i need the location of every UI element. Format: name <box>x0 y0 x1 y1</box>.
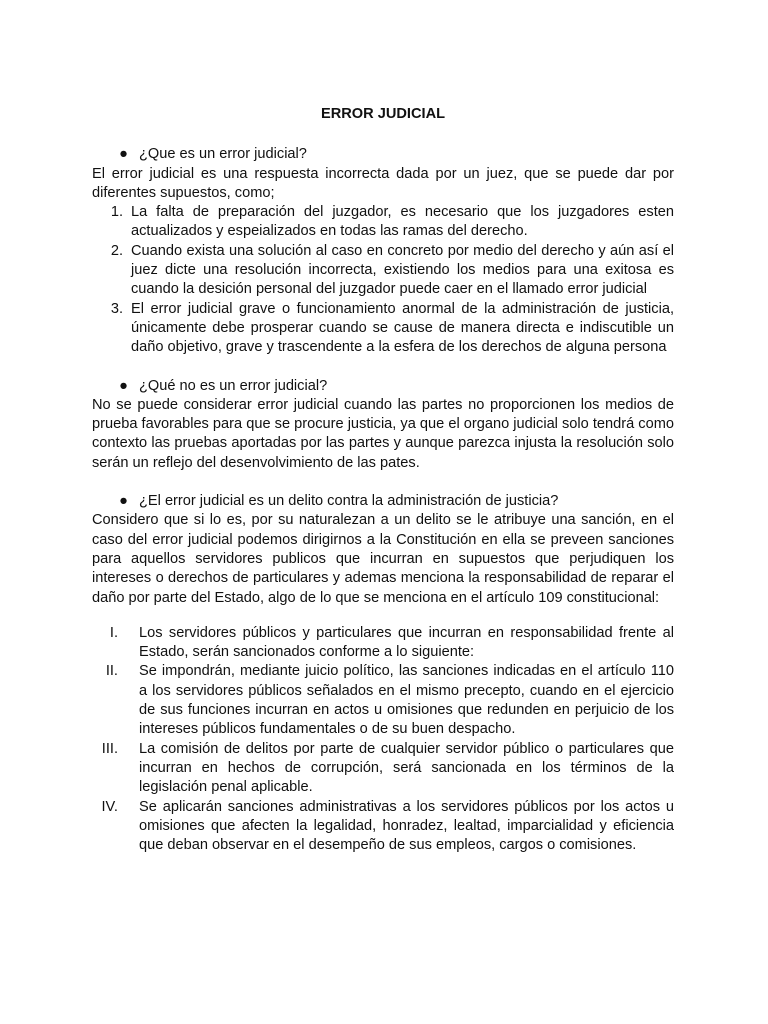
answer-paragraph-1: El error judicial es una respuesta incorrecta dada por un juez, que se puede dar por diferentes supuestos, como; <box>92 165 674 201</box>
list-item-text: El error judicial grave o funcionamiento anormal de la administración de justicia, únicamente debe prosperar cuando se cause de manera directa e indiscutible un daño objetivo, grave y trascendente a la esfera de los derechos de alguna persona <box>131 300 674 356</box>
answer-paragraph-3: Considero que si lo es, por su naturalezan a un delito se le atribuye una sanción, en el caso del error judicial podemos dirigirnos a la Constitución en ella se preveen sanciones para aquellos servidores publicos que incurran en supuestos que perjudiquen los intereses o derechos de particulares y ademas menciona la responsabilidad de reparar el daño por parte del Estado, algo de lo que se menciona en el artículo 109 constitucional: <box>92 512 674 606</box>
list-marker: 3. <box>110 300 123 317</box>
bullet-icon: ● <box>119 377 128 394</box>
answer-paragraph-2: No se puede considerar error judicial cuando las partes no proporcionen los medios de prueba favorables para que se procure justicia, ya que el organo judicial solo tendrá como contexto las pruebas aportadas por las partes y aunque parezca injusta la resolución solo serán un reflejo del desenvolvimiento de las pates. <box>92 396 674 471</box>
document-title: ERROR JUDICIAL <box>320 106 446 122</box>
question-text: ¿Que es un error judicial? <box>139 146 307 163</box>
list-marker: 1. <box>110 204 123 221</box>
list-item-text: Los servidores públicos y particulares que incurran en responsabilidad frente al Estado, serán sancionados conforme a lo siguiente: <box>139 624 674 661</box>
list-item-text: Se aplicarán sanciones administrativas a los servidores públicos por los actos u omisiones que afecten la legalidad, honradez, lealtad, imparcialidad y eficiencia que deban observar en el desempeño de sus empleos, cargos o comisiones. <box>139 798 674 854</box>
spacer <box>92 358 674 377</box>
roman-list-item <box>92 740 674 798</box>
question-3 <box>92 492 674 511</box>
document-body <box>92 105 674 855</box>
list-item <box>92 300 674 358</box>
bullet-icon: ● <box>119 493 128 510</box>
list-marker: II. <box>105 663 118 680</box>
list-item <box>92 203 674 242</box>
list-marker: I. <box>109 624 118 641</box>
list-item <box>92 242 674 300</box>
question-2 <box>92 377 674 396</box>
list-marker: III. <box>101 740 118 757</box>
question-text: ¿Qué no es un error judicial? <box>139 377 328 394</box>
question-1 <box>92 145 674 164</box>
roman-list-item <box>92 662 674 739</box>
question-text: ¿El error judicial es un delito contra la administración de justicia? <box>139 493 559 510</box>
list-marker: IV. <box>101 798 118 815</box>
spacer <box>92 608 674 624</box>
list-item-text: La comisión de delitos por parte de cualquier servidor público o particulares que incurran en hechos de corrupción, será sancionada en los términos de la legislación penal aplicable. <box>139 740 674 796</box>
list-item-text: Se impondrán, mediante juicio político, las sanciones indicadas en el artículo 110 a los servidores públicos señalados en el mismo precepto, cuando en el ejercicio de sus funciones incurran en actos u omisiones que redunden en perjuicio de los intereses públicos fundamentales o de su buen despacho. <box>139 663 674 738</box>
spacer <box>92 473 674 492</box>
list-item-text: Cuando exista una solución al caso en concreto por medio del derecho y aún así el juez dicte una resolución incorrecta, existiendo los medios para una exitosa es cuando la desición personal del juzgador puede caer en el llamado error judicial <box>131 242 674 298</box>
list-item-text: La falta de preparación del juzgador, es necesario que los juzgadores esten actualizados y espeializados en todas las ramas del derecho. <box>131 204 674 240</box>
list-marker: 2. <box>110 242 123 259</box>
roman-list-item <box>92 624 674 663</box>
bullet-icon: ● <box>119 146 128 163</box>
roman-list-item <box>92 798 674 856</box>
